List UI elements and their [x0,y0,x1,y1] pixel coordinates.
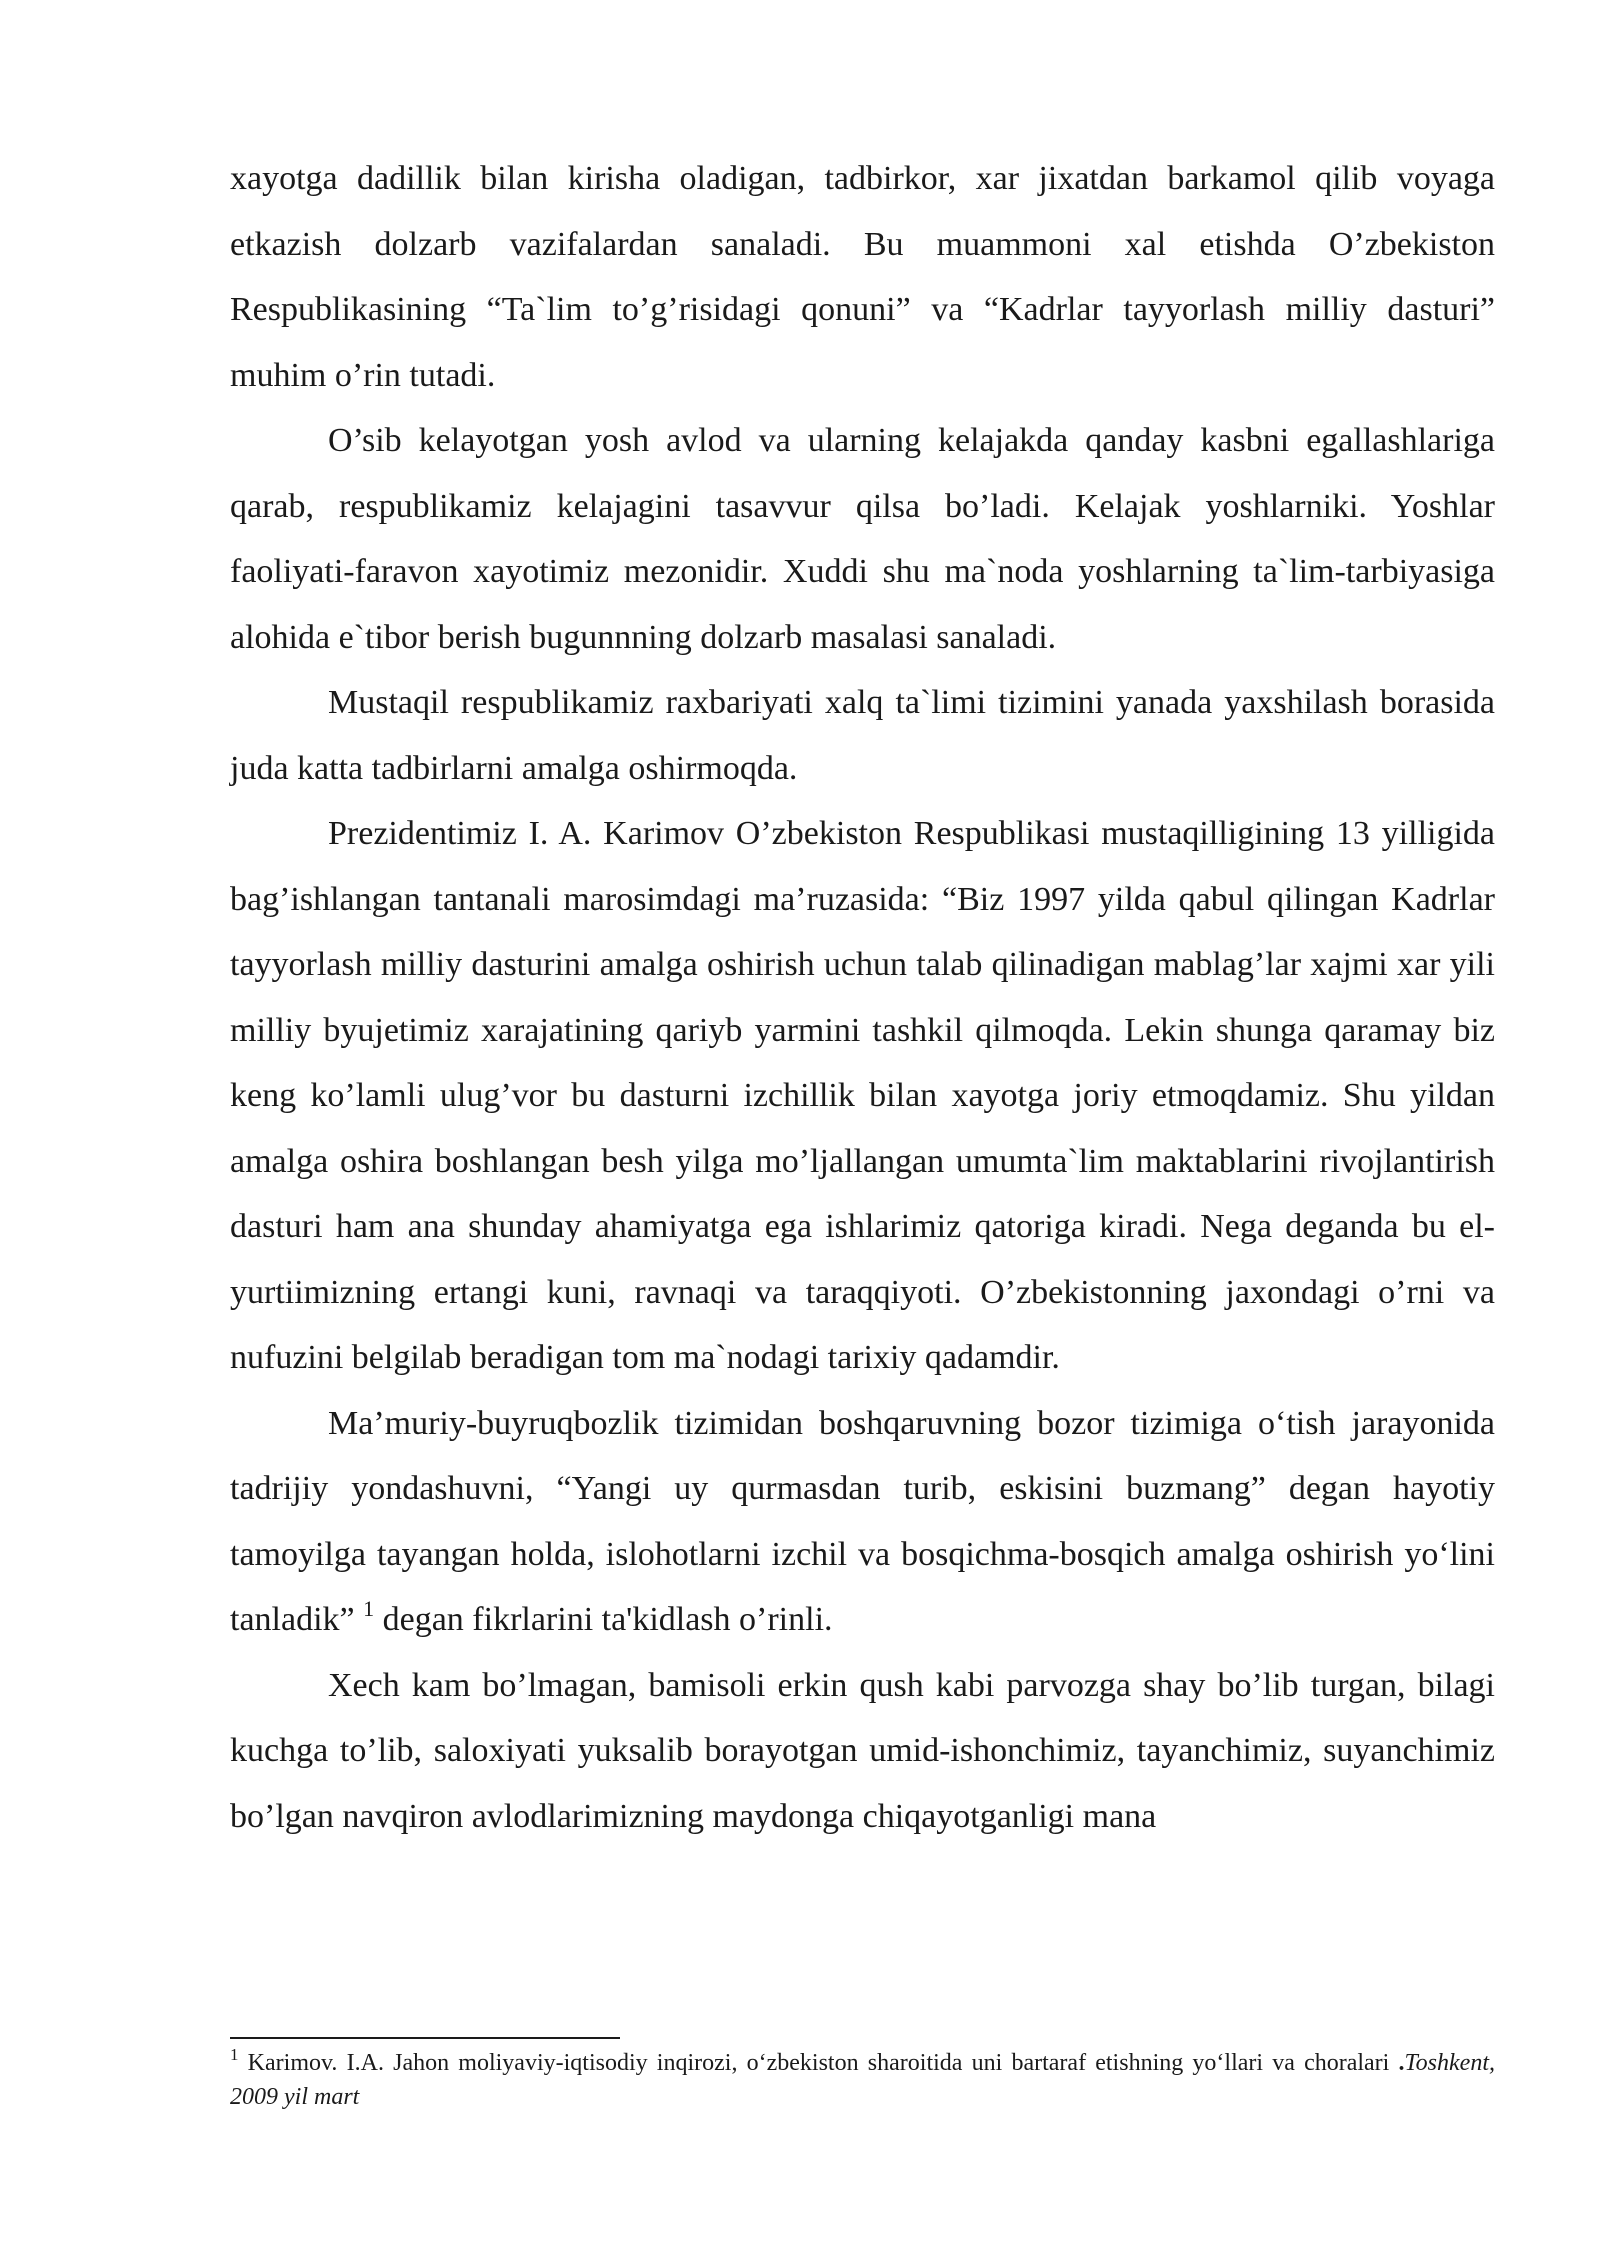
paragraph-1: xayotga dadillik bilan kirisha oladigan, tadbirkor, xar jixatdan barkamol qilib voyaga etkazish dolzarb vazifalardan sanaladi. Bu muammoni xal etishda O’zbekiston Respublikasining “Ta`lim to’g’risidagi qonuni” va “Kadrlar tayyorlash milliy dasturi” muhim o’rin tutadi. [230,160,1495,394]
paragraph-5-text-before: Ma’muriy-buyruqbozlik tizimidan boshqaruvning bozor tizimiga o‘tish jarayonida tadrijiy yondashuvni, “Yangi uy qurmasdan turib, eskisini buzmang” degan hayotiy tamoyilga tayangan holda, islohotlarni izchil va bosqichma-bosqich amalga oshirish yo‘lini tanladik” [230,1404,1495,1638]
paragraph-5 [230,1391,1495,1653]
body-text [230,146,1495,1849]
footnote-mark: 1 [230,2045,239,2064]
footnote-place-date: Toshkent, 2009 yil mart [230,2050,1495,2110]
footnote-separator [230,2037,620,2039]
paragraph-6: Xech kam bo’lmagan, bamisoli erkin qush kabi parvozga shay bo’lib turgan, bilagi kuchga to’lib, saloxiyati yuksalib borayotgan umid-ishonchimiz, tayanchimiz, suyanchimiz bo’lgan navqiron avlodlarimizning maydonga chiqayotganligi mana [230,1666,1495,1835]
paragraph-4: Prezidentimiz I. A. Karimov O’zbekiston Respublikasi mustaqilligining 13 yilligida bag’ishlangan tantanali marosimdagi ma’ruzasida: “Biz 1997 yilda qabul qilingan Kadrlar tayyorlash milliy dasturini amalga oshirish uchun talab qilinadigan mablag’lar xajmi xar yili milliy byujetimiz xarajatining qariyb yarmini tashkil qilmoqda. Lekin shunga qaramay biz keng ko’lamli ulug’vor bu dasturni izchillik bilan xayotga joriy etmoqdamiz. Shu yildan amalga oshira boshlangan besh yilga mo’ljallangan umumta`lim maktablarini rivojlantirish dasturi ham ana shunday ahamiyatga ega ishlarimiz qatoriga kiradi. Nega deganda bu el-yurtiimizning ertangi kuni, ravnaqi va taraqqiyoti. O’zbekistonning jaxondagi o’rni va nufuzini belgilab beradigan tom ma`nodagi tarixiy qadamdir. [230,815,1495,1376]
footnote-reference[interactable]: 1 [363,1595,375,1621]
paragraph-2: O’sib kelayotgan yosh avlod va ularning kelajakda qanday kasbni egallashlariga qarab, respublikamiz kelajagini tasavvur qilsa bo’ladi. Kelajak yoshlarniki. Yoshlar faoliyati-faravon xayotimiz mezonidir. Xuddi shu ma`noda yoshlarning ta`lim-tarbiyasiga alohida e`tibor berish bugunnning dolzarb masalasi sanaladi. [230,422,1495,656]
footnote-text: Karimov. I.A. Jahon moliyaviy-iqtisodiy inqirozi, o‘zbekiston sharoitida uni bartaraf etishning yo‘llari va choralari [238,2050,1399,2076]
footnote [230,2046,1495,2114]
paragraph-5-text-after: degan fikrlarini ta'kidlash o’rinli. [374,1601,833,1638]
paragraph-3: Mustaqil respublikamiz raxbariyati xalq ta`limi tizimini yanada yaxshilash borasida juda katta tadbirlarni amalga oshirmoqda. [230,684,1495,787]
footnote-dot: . [1398,2050,1405,2076]
